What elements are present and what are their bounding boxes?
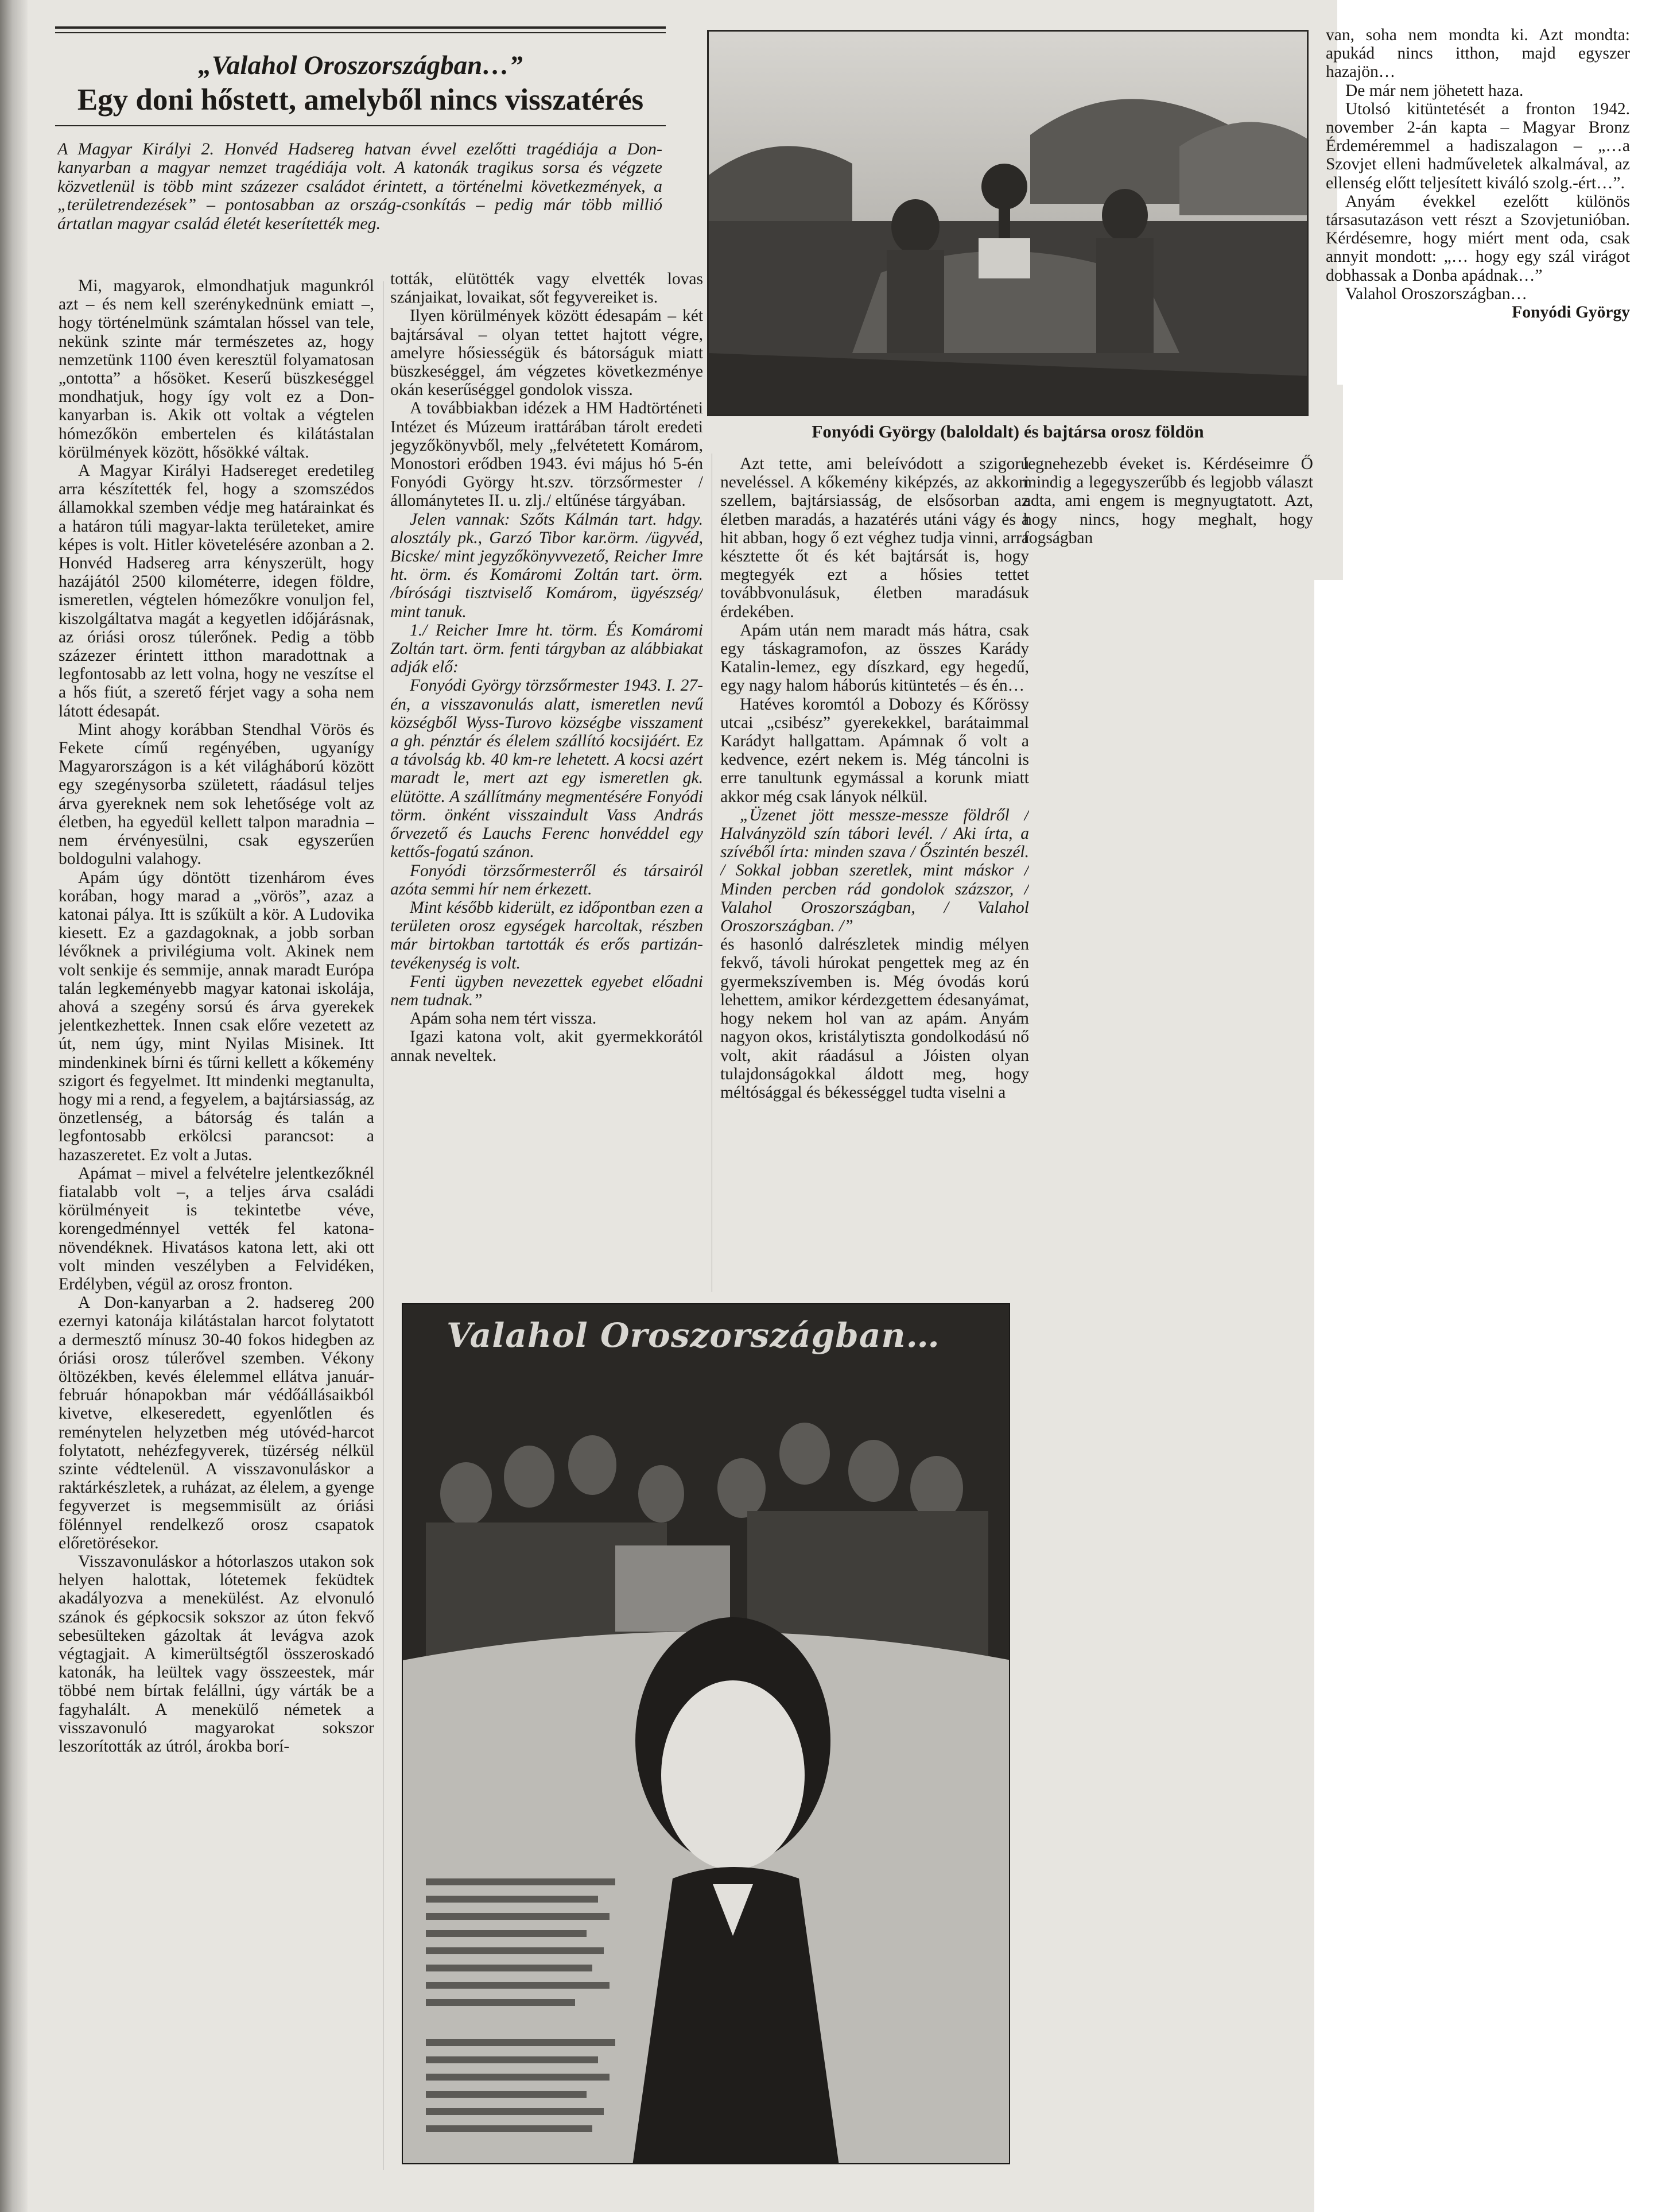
paragraph: Igazi katona volt, akit gyermekkorától annak neveltek. xyxy=(390,1028,703,1065)
paragraph: De már nem jöhetett haza. xyxy=(1345,81,1524,100)
paragraph: van, soha nem mondta ki. Azt mondta: apukád nincs itthon, majd egyszer hazajön… xyxy=(1326,26,1630,82)
soldiers-photo-illustration xyxy=(709,32,1309,416)
paragraph: Apámat – mivel a felvételre jelentkezőknél fiatalabb volt –, a teljes árva családi körülményeit is tekintetbe véve, korengedménnyel vették fel katona-növendéknek. Hivatásos katona lett, aki ott volt minden veszélyben a Felvidéken, Erdélyben, végül az orosz fronton. xyxy=(59,1164,374,1293)
article-column-5 xyxy=(1326,26,1630,382)
paragraph: Hatéves koromtól a Dobozy és Kőrössy utcai „csibész” gyerekekkel, barátaimmal Karádyt hallgattam. Apámnak ő volt a kedvence, ezért nekem is. Még táncolni is erre tanultunk egymással a korunk miatt akkor még csak lányok nélkül. xyxy=(720,695,1029,806)
poster-image xyxy=(402,1303,1010,2164)
quoted-record: Fonyódi György törzsőrmester 1943. I. 27-én, a visszavonulás alatt, ismeretlen nevű községből Wyss-Turovo községbe visszament a gh. pénztár és élelem szállító kocsijáért. Ez a távolság kb. 40 km-re lehetett. A kocsi azért maradt le, mert azt egy ismeretlen gk. elütötte. A szállítmány megmentésére Fonyódi törm. önként visszaindult Vass András őrvezető és Lauchs Ferenc honvéddel egy kettős-fogatú szánon. xyxy=(390,676,703,862)
binding-shadow xyxy=(0,0,28,2212)
paragraph: A Don-kanyarban a 2. hadsereg 200 ezernyi katonája kilátástalan harcot folytatott a dermesztő mínusz 30-40 fokos hidegben az óriási orosz túlerővel szemben. Vékony öltözékben, kevés élelemmel ellátva január-február hónapokban már védőállásaikból kivetve, elkeseredett, egyenlőtlen és reménytelen helyzetben még utóvéd-harcot folytatott, nehézfegyverek, tüzérség nélkül szinte védtelenül. A visszavonuláskor a raktárkészletek, a ruházat, az élelem, a gyenge fegyverzet is megsemmisült az óriási fölénnyel rendelkező orosz csapatok előretörésekor. xyxy=(59,1293,374,1552)
lede-paragraph: A Magyar Királyi 2. Honvéd Hadsereg hatvan évvel ezelőtti tragédiája a Don-kanyarban a magyar nemzet tragédiája volt. A katonák tragikus sorsa és végzete közvetlenül is több mint százezer családot érintett, a történelmi következmények, a „területrendezések” – pontosabban az ország-csonkítás – pedig már több millió ártatlan magyar család életét keserítették meg. xyxy=(57,140,662,233)
quoted-record: Jelen vannak: Szőts Kálmán tart. hdgy. alosztály pk., Garzó Tibor kar.örm. /ügyvéd, Bicske/ mint jegyzőkönyvvezető, Reicher Imre ht. örm. és Komáromi Zoltán tart. örm. /bírósági tisztviselő Komárom, ügyészség/ mint tanuk. xyxy=(390,510,703,621)
article-column-4 xyxy=(1023,455,1313,570)
blank-margin xyxy=(1314,580,1673,2212)
headline-kicker: „Valahol Oroszországban…” xyxy=(198,51,523,80)
soldiers-photo xyxy=(707,30,1309,416)
paragraph: Anyám évekkel ezelőtt különös társasutazáson vett részt a Szovjetunióban. Kérdésemre, hogy miért ment oda, csak annyit mondott: „… hogy egy szál virágot dobhassak a Donba apádnak…” xyxy=(1326,192,1630,285)
article-column-3 xyxy=(720,455,1029,1299)
paragraph: A Magyar Királyi Hadsereget eredetileg arra készítették fel, hogy a szomszédos államokkal szemben védje meg határainkat és a határon túli magyar-lakta területeket, amire képes is volt. Hitler követelésére azonban a 2. Honvéd Hadsereg arra kényszerült, hogy hazájától 2500 kilométerre, idegen földre, ismeretlen, végtelen hómezőkre vonuljon fel, kiszolgáltatva magát a kegyetlen időjárásnak, az óriási orosz túlerőnek. Pedig a több százezer érintett itthon maradottnak a legfontosabb az lett volna, hogy ne veszítse el a hős fiút, a szerető férjet vagy a soha nem látott édesapát. xyxy=(59,462,374,720)
author-signature: Fonyódi György xyxy=(1512,303,1630,322)
paragraph: Valahol Oroszországban… xyxy=(1345,284,1528,303)
paragraph: Mi, magyarok, elmondhatjuk magunkról azt – és nem kell szerénykednünk emiatt –, hogy történelmünk számtalan hőssel van tele, nekünk szinte már természetes az, hogy nemzetünk 1100 éven keresztül folyamatosan „ontotta” a hősöket. Keserű büszkeséggel mondhatjuk, hogy így volt ez a Don-kanyarban is. Akik ott voltak a végtelen hómezőkön embertelen és kilátástalan körülmények között, hősökké váltak. xyxy=(59,277,374,462)
quoted-record: Fonyódi törzsőrmesterről és társairól azóta semmi hír nem érkezett. xyxy=(390,861,703,898)
headline-title: Egy doni hőstett, amelyből nincs visszatérés xyxy=(77,83,644,117)
paragraph: Utolsó kitüntetését a fronton 1942. november 2-án kapta – Magyar Bronz Érdeméremmel a hadiszalagon – „…a Szovjet elleni hadműveletek alkalmával, az ellenség előtt teljesített kiváló szolg.-ért…”. xyxy=(1326,99,1630,192)
paragraph: Azt tette, ami beleívódott a szigorú neveléssel. A kőkemény kiképzés, az akkori szellem, bajtársiasság, de elsősorban az életben maradás, a hazatérés utáni vágy és a hit abban, hogy ő ezt véghez tudja vinni, arra késztette őt és két bajtársát is, hogy megtegyék ezt a hősies tettet továbbvonulásuk, életben maradásuk érdekében. xyxy=(720,455,1029,621)
paragraph: Apám soha nem tért vissza. xyxy=(410,1009,597,1028)
quoted-record: Mint később kiderült, ez időpontban ezen a területen orosz egységek harcoltak, részben már birtokban tartották és erős partizán-tevékenység is volt. xyxy=(390,898,703,973)
paragraph: A továbbiakban idézek a HM Hadtörténeti Intézet és Múzeum irattárában tárolt eredeti jegyzőkönyvből, mely „felvétetett Komárom, Monostori erődben 1943. évi május hó 5-én Fonyódi György ht.szv. törzsőrmester /állománytetes II. u. zlj./ eltűnése tárgyában. xyxy=(390,399,703,510)
paragraph: és hasonló dalrészletek mindig mélyen fekvő, távoli húrokat pengettek meg az én gyermekszívemben is. Még óvodás korú lehettem, amikor kérdezgettem édesanyámat, hogy nekem hol van az apám. Anyám nagyon okos, kristálytiszta gondolkodású nő volt, akit ráadásul a Jóisten olyan tulajdonságokkal áldott meg, hogy méltósággal és békességgel tudta viselni a xyxy=(720,935,1029,1102)
article-column-1 xyxy=(59,277,374,2194)
paragraph: Apám után nem maradt más hátra, csak egy táskagramofon, az összes Karády Katalin-lemez, egy díszkard, egy hegedű, egy nagy halom háborús kitüntetés – és én… xyxy=(720,621,1029,695)
paragraph: Visszavonuláskor a hótorlaszos utakon sok helyen halottak, lótetemek feküdtek akadályozva a menekülést. Az elvonuló szánok és gépkocsik sokszor az úton fekvő sebesülteken gázoltak át levágva azok végtagjait. A kimerültségtől összeroskadó katonák, ha leültek vagy összeestek, már többé nem bírtak felállni, úgy várták be a fagyhalált. A menekülő németek a visszavonuló magyarokat sokszor leszorították az útról, árokba borí- xyxy=(59,1552,374,1756)
paragraph: tották, elütötték vagy elvették lovas szánjaikat, lovaikat, sőt fegyvereiket is. xyxy=(390,270,703,307)
paragraph: Ilyen körülmények között édesapám – két bajtársával – olyan tettet hajtott végre, amelyre hősiességük és bátorságuk miatt büszkeséggel, ám végzetes következménye okán keserűséggel gondolok vissza. xyxy=(390,307,703,400)
song-lyrics: „Üzenet jött messze-messze földről / Halványzöld szín tábori levél. / Aki írta, a szívéből írta: minden szava / Őszintén beszél. / Sokkal jobban szeretlek, mint máskor / Minden percben rád gondolok százszor, / Valahol Oroszországban, / Valahol Oroszországban. /” xyxy=(720,805,1029,936)
quoted-record: Fenti ügyben nevezettek egyebet előadni nem tudnak.” xyxy=(390,972,703,1009)
headline-underline xyxy=(55,125,666,126)
paragraph: Apám úgy döntött tizenhárom éves korában, hogy marad a „vörös”, azaz a katonai pálya. Itt is szűkült a kör. A Ludovika kiesett. Ez a gazdagoknak, a jobb sorban lévőknek a privilégiuma volt. Akinek nem volt senkije és semmije, annak maradt Európa talán legkeményebb magyar katonai iskolája, ahová a szegény sorsú és árva gyerekek jelentkezhettek. Innen csak előre vezetett az út, nem úgy, mint Nyilas Misinek. Itt mindenkinek bírni és tűrni kellett a kőkemény szigort és fegyelmet. Itt mindenki megtanulta, hogy mi a rend, a fegyelem, a bajtársiasság, az önzetlenség, a bátorság és talán a legfontosabb erkölcsi parancsot: a hazaszeretet. Ez volt a Jutas. xyxy=(59,868,374,1164)
quoted-record: 1./ Reicher Imre ht. törm. És Komáromi Zoltán tart. örm. fenti tárgyban az alábbiakat adják elő: xyxy=(390,621,703,677)
photo-caption: Fonyódi György (baloldalt) és bajtársa orosz földön xyxy=(812,421,1204,441)
poster-illustration xyxy=(403,1304,1010,2164)
top-rule-thin xyxy=(55,32,666,33)
paragraph: Mint ahogy korábban Stendhal Vörös és Fekete című regényében, ugyanígy Magyarországon is a két világháború között egy szegénysorba született, ráadásul teljes árva gyereknek nem sok lehetősége volt az életben, ha egyedül kellett talpon maradnia – nem érvényesülni, csak egyszerűen boldogulni valahogy. xyxy=(59,720,374,869)
top-rule xyxy=(55,26,666,29)
paragraph: legnehezebb éveket is. Kérdéseimre Ő mindig a legegyszerűbb és legjobb választ adta, ami engem is megnyugtatott. Azt, hogy nincs, hogy meghalt, hogy fogságban xyxy=(1023,455,1313,547)
article-column-2 xyxy=(390,270,703,1297)
poster-title: Valahol Oroszországban… xyxy=(447,1316,940,1355)
